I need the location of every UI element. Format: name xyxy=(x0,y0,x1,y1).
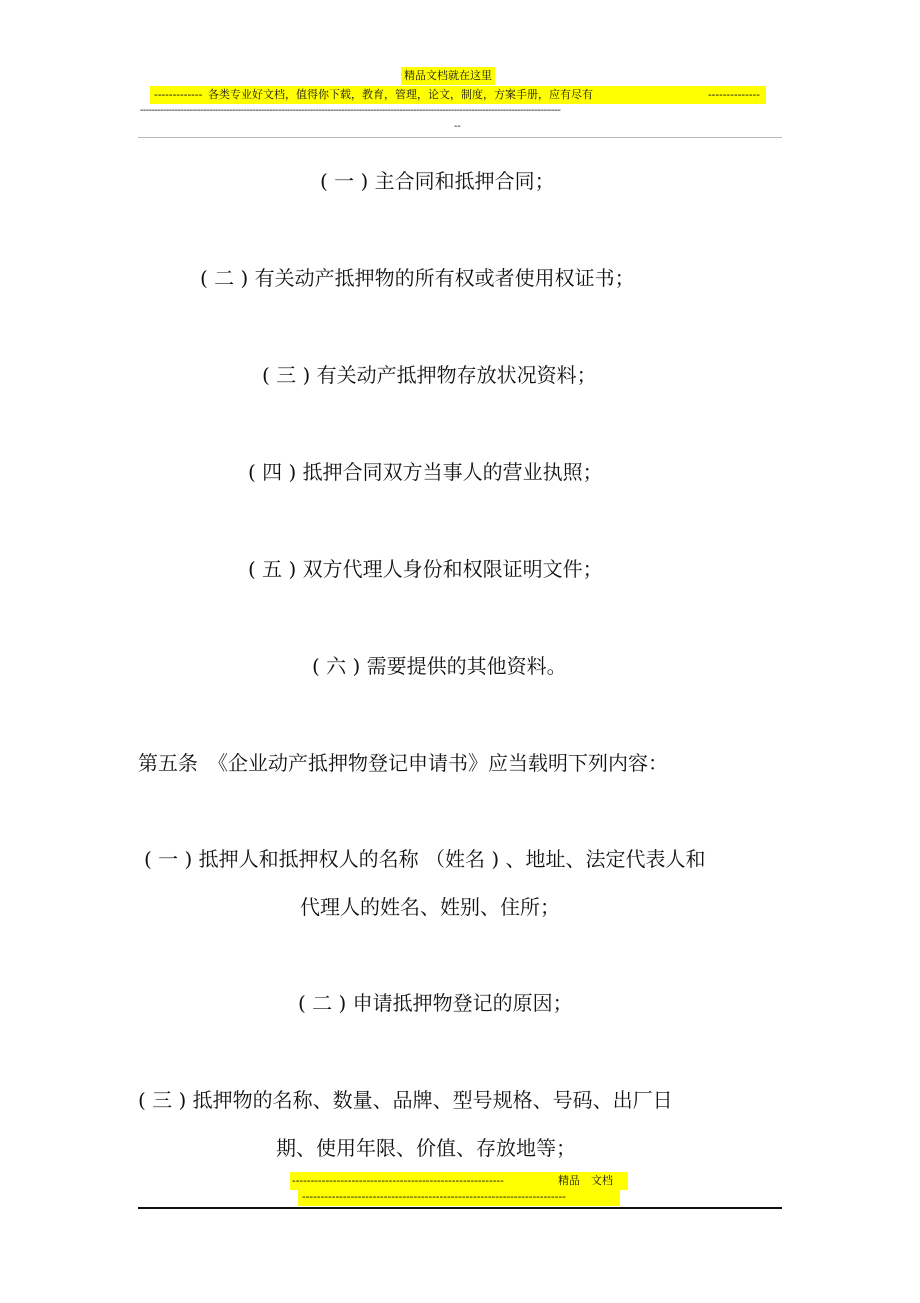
item-4-business-license: ( 四 ) 抵押合同双方当事人的营业执照； xyxy=(248,460,603,484)
footer-dash-left: --------------------------------------------------------- xyxy=(292,1174,504,1187)
header-dash-line: -------------------------------------------------------------------------------------------------------------------------------------------------- xyxy=(140,105,561,116)
item-3-storage-status: ( 三 ) 有关动产抵押物存放状况资料； xyxy=(262,363,597,387)
content-1-continuation: 代理人的姓名、姓别、住所； xyxy=(300,895,560,919)
footer-rule xyxy=(138,1207,782,1209)
header-rule xyxy=(138,137,782,138)
item-6-other-materials: ( 六 ) 需要提供的其他资料。 xyxy=(312,654,567,678)
item-2-ownership-certificate: ( 二 ) 有关动产抵押物的所有权或者使用权证书； xyxy=(200,266,635,290)
header-dash-short: -- xyxy=(454,121,461,132)
content-2-reason: ( 二 ) 申请抵押物登记的原因； xyxy=(298,991,573,1015)
article-five-heading: 第五条 《企业动产抵押物登记申请书》应当载明下列内容： xyxy=(138,751,668,775)
footer-banner xyxy=(290,1172,628,1190)
footer-banner-dashes xyxy=(298,1190,620,1206)
content-1-names-addresses: ( 一 ) 抵押人和抵押权人的名称 （姓名 ) 、地址、法定代表人和 xyxy=(144,847,706,871)
content-3-collateral-details: ( 三 ) 抵押物的名称、数量、品牌、型号规格、号码、出厂日 xyxy=(138,1088,673,1112)
header-banner-title: 精品文档就在这里 xyxy=(401,67,495,85)
header-dash-left: ------------- xyxy=(154,88,203,101)
item-1-main-contract: ( 一 ) 主合同和抵押合同； xyxy=(320,169,555,193)
header-banner-slogan xyxy=(150,86,766,104)
header-slogan-text: 各类专业好文档，值得你下载，教育，管理，论文，制度，方案手册，应有尽有 xyxy=(208,88,593,101)
header-dash-right: -------------- xyxy=(707,88,760,101)
content-3-continuation: 期、使用年限、价值、存放地等； xyxy=(276,1136,576,1160)
footer-dash-line: ----------------------------------------------------------------------- xyxy=(302,1190,566,1203)
footer-label: 精品 文档 xyxy=(558,1174,613,1187)
item-5-agent-identity: ( 五 ) 双方代理人身份和权限证明文件； xyxy=(248,557,603,581)
